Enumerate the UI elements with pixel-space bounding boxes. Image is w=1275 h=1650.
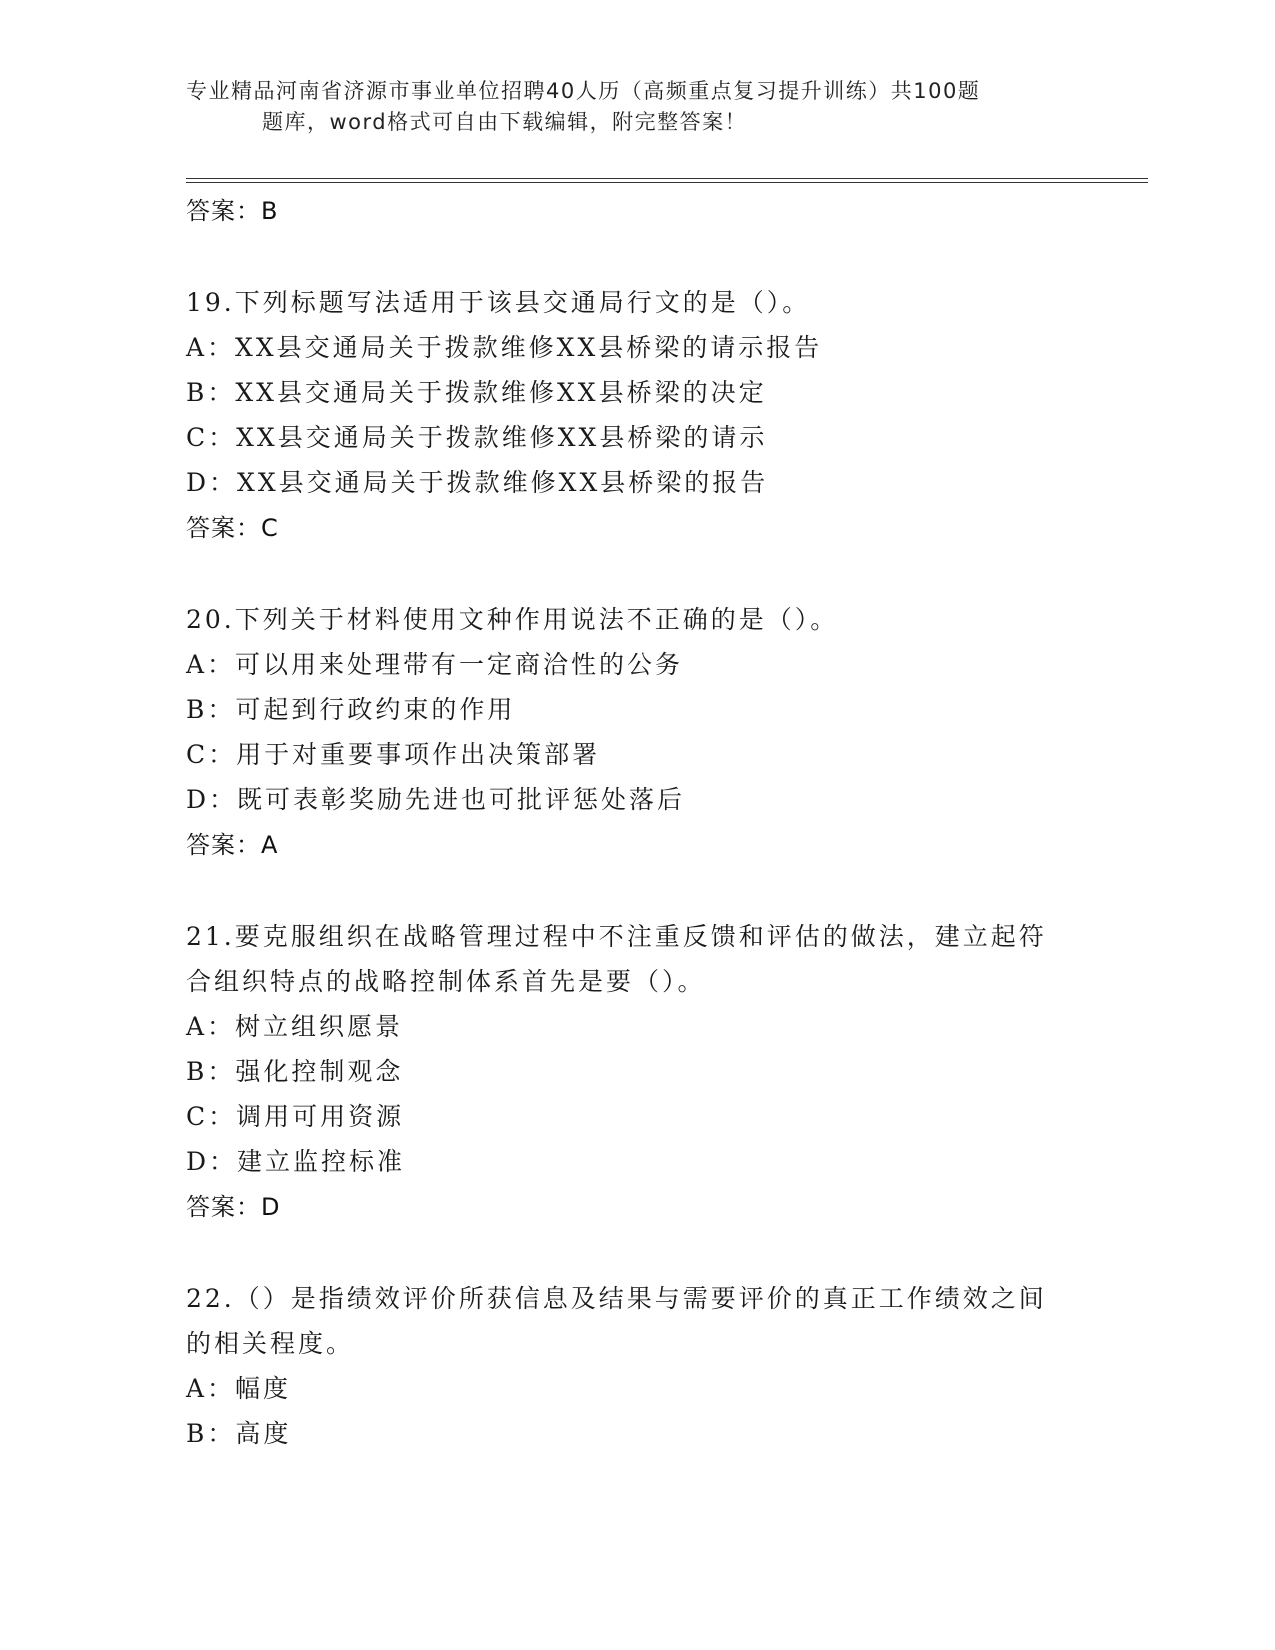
- option-b: B：XX县交通局关于拨款维修XX县桥梁的决定: [186, 378, 767, 407]
- question-text-line-2: 的相关程度。: [186, 1329, 355, 1358]
- option-a: A：幅度: [186, 1374, 292, 1403]
- answer-line: 答案：A: [186, 831, 279, 859]
- question-text-line-2: 合组织特点的战略控制体系首先是要（）。: [186, 967, 706, 996]
- question-22: [186, 1276, 1086, 1456]
- option-b: B：强化控制观念: [186, 1057, 404, 1086]
- option-a: A：树立组织愿景: [186, 1012, 404, 1041]
- option-d: D：XX县交通局关于拨款维修XX县桥梁的报告: [186, 468, 769, 497]
- question-text: 19.下列标题写法适用于该县交通局行文的是（）。: [186, 288, 811, 317]
- option-c: C：用于对重要事项作出决策部署: [186, 740, 601, 769]
- document-header: [186, 76, 1086, 138]
- header-divider-double: [186, 182, 1148, 183]
- header-title-line-2: 题库，word格式可自由下载编辑，附完整答案！: [262, 110, 748, 134]
- header-divider: [186, 178, 1148, 179]
- option-b: B：高度: [186, 1419, 292, 1448]
- answer-line: 答案：C: [186, 514, 279, 542]
- option-b: B：可起到行政约束的作用: [186, 695, 516, 724]
- option-d: D：既可表彰奖励先进也可批评惩处落后: [186, 785, 686, 814]
- answer-line: 答案：D: [186, 1193, 281, 1221]
- option-a: A：XX县交通局关于拨款维修XX县桥梁的请示报告: [186, 333, 823, 362]
- option-a: A：可以用来处理带有一定商洽性的公务: [186, 650, 684, 679]
- option-c: C：调用可用资源: [186, 1102, 405, 1131]
- question-21: [186, 914, 1086, 1230]
- question-text-line-1: 22.（）是指绩效评价所获信息及结果与需要评价的真正工作绩效之间: [186, 1284, 1047, 1313]
- option-d: D：建立监控标准: [186, 1147, 406, 1176]
- question-text: 20.下列关于材料使用文种作用说法不正确的是（）。: [186, 605, 839, 634]
- question-20: [186, 597, 1086, 868]
- question-list: [186, 188, 1086, 1456]
- question-19: [186, 280, 1086, 551]
- question-text-line-1: 21.要克服组织在战略管理过程中不注重反馈和评估的做法，建立起符: [186, 922, 1047, 951]
- option-c: C：XX县交通局关于拨款维修XX县桥梁的请示: [186, 423, 768, 452]
- header-title-line-1: 专业精品河南省济源市事业单位招聘40人历（高频重点复习提升训练）共100题: [186, 79, 981, 103]
- answer-line: 答案：B: [186, 197, 279, 225]
